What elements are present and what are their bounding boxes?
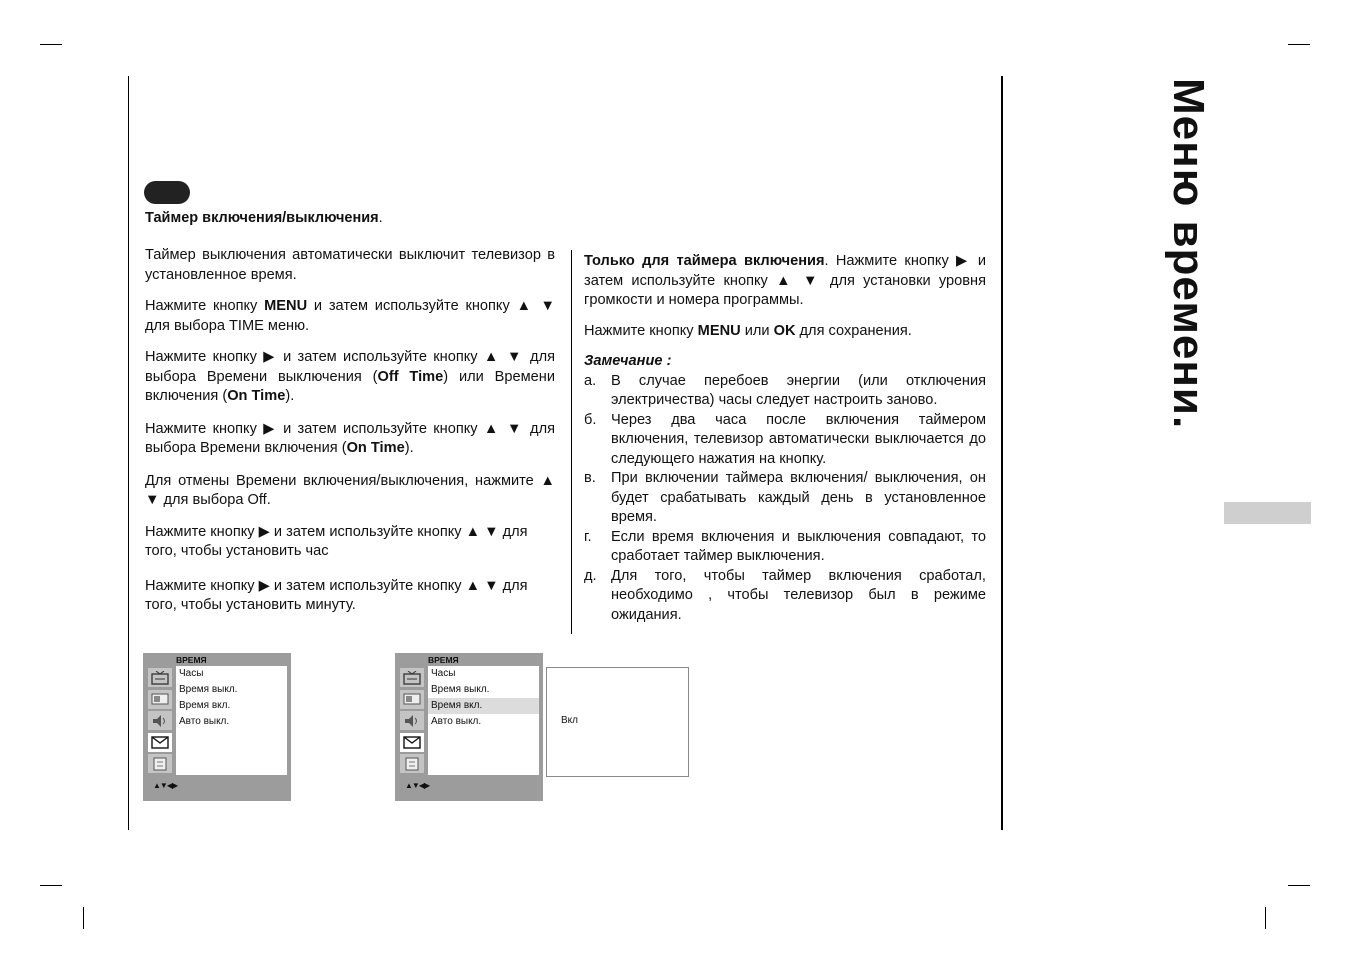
menu-item-auto-off[interactable]: Авто выкл.: [431, 716, 482, 727]
menu-item-on-time[interactable]: Время вкл.: [428, 698, 539, 714]
crop-mark: [83, 907, 84, 929]
nav-arrows-hint: ▲▼◀▶: [405, 781, 430, 790]
nav-arrows-hint: ▲▼◀▶: [153, 781, 178, 790]
menu-item-clock[interactable]: Часы: [431, 668, 456, 679]
menu-item-on-time[interactable]: Время вкл.: [179, 700, 231, 711]
right-margin-rule: [1001, 76, 1003, 830]
crop-mark: [40, 44, 62, 45]
special-icon[interactable]: [148, 754, 172, 773]
left-column: [145, 246, 555, 616]
note-item: б. Через два часа после включения таймером включения, телевизор автоматически выключается до следующего нажатия на кнопку.: [584, 411, 986, 467]
on-time-submenu: [546, 667, 689, 777]
special-icon[interactable]: [400, 754, 424, 773]
osd-item-panel: [176, 666, 287, 775]
paragraph: Только для таймера включения. Нажмите кнопку ▶ и затем используйте кнопку ▲ ▼ для установки уровня громкости и номера программы.: [584, 253, 987, 308]
column-divider: [571, 250, 572, 634]
osd-icon-column: [148, 668, 172, 776]
menu-item-off-time[interactable]: Время выкл.: [179, 684, 238, 695]
sound-icon[interactable]: [148, 711, 172, 730]
menu-item-auto-off[interactable]: Авто выкл.: [179, 716, 230, 727]
notes-list: [584, 372, 986, 626]
clock-icon[interactable]: [400, 733, 424, 752]
paragraph: Для отмены Времени включения/выключения, нажмите ▲ ▼ для выбора Off.: [145, 472, 555, 508]
note-item: а. В случае перебоев энергии (или отключения электричества) часы следует настроить заново.: [584, 372, 986, 408]
osd-menu-time-on-selected: [395, 653, 543, 801]
note-item: д. Для того, чтобы таймер включения сработал, необходимо , чтобы телевизор был в режиме ожидания.: [584, 567, 986, 623]
chapter-tab: [1224, 502, 1311, 524]
left-margin-rule: [128, 76, 129, 830]
chapter-title: Меню времени.: [1164, 78, 1213, 430]
tv-icon[interactable]: [400, 668, 424, 687]
section-pill: [144, 181, 190, 204]
osd-title: ВРЕМЯ: [428, 655, 459, 665]
submenu-value[interactable]: Вкл: [561, 715, 578, 726]
note-item: г. Если время включения и выключения совпадают, то сработает таймер выключения.: [584, 528, 986, 564]
menu-item-clock[interactable]: Часы: [179, 668, 204, 679]
menu-item-off-time[interactable]: Время выкл.: [431, 684, 490, 695]
paragraph: Нажмите кнопку MENU и затем используйте кнопку ▲ ▼ для выбора TIME меню.: [145, 298, 555, 334]
section-heading: Таймер включения/выключения.: [145, 210, 383, 226]
osd-item-panel: [428, 666, 539, 775]
paragraph: Нажмите кнопку ▶ и затем используйте кнопку ▲ ▼ для того, чтобы установить минуту.: [145, 577, 528, 613]
paragraph: Нажмите кнопку ▶ и затем используйте кнопку ▲ ▼ для выбора Времени выключения (Off Time) или Времени включения (On Time).: [145, 349, 555, 404]
sound-icon[interactable]: [400, 711, 424, 730]
tv-icon[interactable]: [148, 668, 172, 687]
osd-icon-column: [400, 668, 424, 776]
crop-mark: [1288, 44, 1310, 45]
crop-mark: [1288, 885, 1310, 886]
paragraph: Нажмите кнопку MENU или OK для сохранения.: [584, 322, 912, 339]
crop-mark: [1265, 907, 1266, 929]
clock-icon[interactable]: [148, 733, 172, 752]
paragraph: Таймер выключения автоматически выключит телевизор в установленное время.: [145, 247, 555, 283]
picture-icon[interactable]: [148, 690, 172, 709]
note-title: Замечание :: [584, 353, 672, 369]
osd-title: ВРЕМЯ: [176, 655, 207, 665]
paragraph: Нажмите кнопку ▶ и затем используйте кнопку ▲ ▼ для того, чтобы установить час: [145, 523, 528, 559]
picture-icon[interactable]: [400, 690, 424, 709]
osd-menu-time: [143, 653, 291, 801]
note-item: в. При включении таймера включения/ выключения, он будет срабатывать каждый день в установленное время.: [584, 470, 986, 525]
crop-mark: [40, 885, 62, 886]
paragraph: Нажмите кнопку ▶ и затем используйте кнопку ▲ ▼ для выбора Времени включения (On Time).: [145, 420, 555, 456]
right-column: [584, 252, 986, 625]
